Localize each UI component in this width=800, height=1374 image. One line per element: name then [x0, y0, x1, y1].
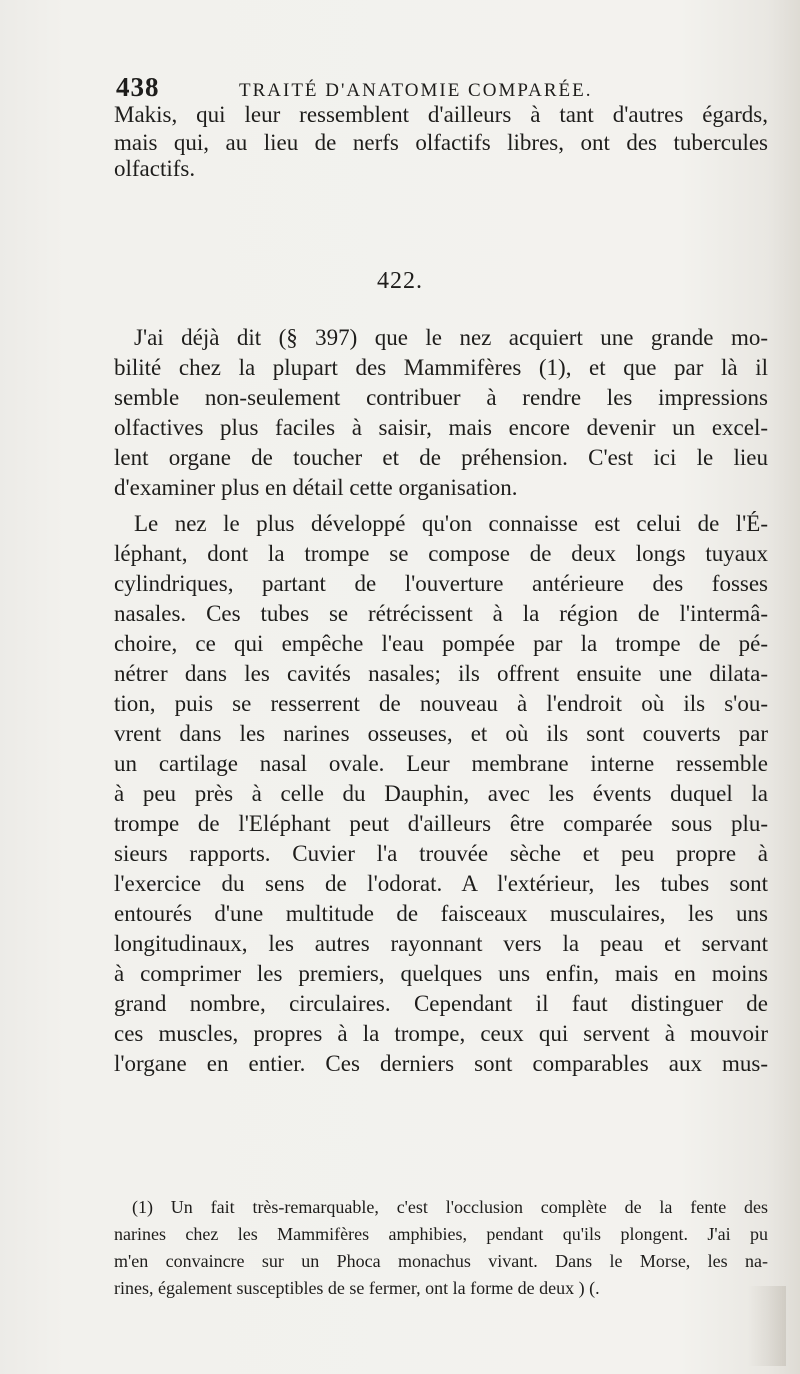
paragraph-2-line-11: trompe de l'Eléphant peut d'ailleurs être comparée sous plu- [114, 811, 768, 836]
footnote-line-3: m'en convaincre sur un Phoca monachus vivant. Dans le Morse, les na- [114, 1251, 768, 1271]
paragraph-2-line-15: longitudinaux, les autres rayonnant vers la peau et servant [114, 931, 768, 956]
paragraph-1-line-3: semble non-seulement contribuer à rendre les impressions [114, 385, 768, 410]
footnote-line-1: (1) Un fait très-remarquable, c'est l'occlusion complète de la fente des [132, 1197, 768, 1217]
paragraph-2-line-19: l'organe en entier. Ces derniers sont comparables aux mus- [114, 1051, 768, 1076]
paragraph-2-line-1: Le nez le plus développé qu'on connaisse est celui de l'É- [134, 511, 768, 536]
paragraph-1-line-5: lent organe de toucher et de préhension. C'est ici le lieu [114, 445, 768, 470]
paragraph-2-line-9: un cartilage nasal ovale. Leur membrane interne ressemble [114, 751, 768, 776]
paragraph-2-line-8: vrent dans les narines osseuses, et où ils sont couverts par [114, 721, 768, 746]
paragraph-2-line-5: choire, ce qui empêche l'eau pompée par la trompe de pé- [114, 631, 768, 656]
page-edge-shadow [748, 1286, 786, 1366]
paragraph-2-line-4: nasales. Ces tubes se rétrécissent à la région de l'intermâ- [114, 601, 768, 626]
text-line-1: Makis, qui leur ressemblent d'ailleurs à tant d'autres égards, [114, 102, 768, 127]
section-number: 422. [377, 268, 423, 294]
paragraph-2-line-7: tion, puis se resserrent de nouveau à l'endroit où ils s'ou- [114, 691, 768, 716]
paragraph-2-line-17: grand nombre, circulaires. Cependant il faut distinguer de [114, 991, 768, 1016]
text-line-3: olfactifs. [114, 156, 196, 181]
footnote-line-4: rines, également susceptibles de se fermer, ont la forme de deux ) (. [114, 1278, 600, 1298]
paragraph-2-line-3: cylindriques, partant de l'ouverture antérieure des fosses [114, 571, 768, 596]
paragraph-2-line-2: léphant, dont la trompe se compose de deux longs tuyaux [114, 541, 768, 566]
paragraph-2-line-12: sieurs rapports. Cuvier l'a trouvée sèche et peu propre à [114, 841, 768, 866]
paragraph-1-line-6: d'examiner plus en détail cette organisation. [114, 475, 518, 500]
text-line-2: mais qui, au lieu de nerfs olfactifs libres, ont des tubercules [114, 130, 768, 155]
paragraph-2-line-6: nétrer dans les cavités nasales; ils offrent ensuite une dilata- [114, 661, 768, 686]
running-title: TRAITÉ D'ANATOMIE COMPARÉE. [239, 80, 593, 101]
paragraph-1-line-1: J'ai déjà dit (§ 397) que le nez acquiert une grande mo- [134, 325, 768, 350]
paragraph-2-line-18: ces muscles, propres à la trompe, ceux qui servent à mouvoir [114, 1021, 768, 1046]
paragraph-2-line-10: à peu près à celle du Dauphin, avec les évents duquel la [114, 781, 768, 806]
paragraph-1-line-4: olfactives plus faciles à saisir, mais encore devenir un excel- [114, 415, 768, 440]
paragraph-2-line-13: l'exercice du sens de l'odorat. A l'extérieur, les tubes sont [114, 871, 768, 896]
paragraph-1-line-2: bilité chez la plupart des Mammifères (1), et que par là il [114, 355, 768, 380]
paragraph-2-line-14: entourés d'une multitude de faisceaux musculaires, les uns [114, 901, 768, 926]
paragraph-2-line-16: à comprimer les premiers, quelques uns enfin, mais en moins [114, 961, 768, 986]
page-number: 438 [116, 72, 160, 102]
footnote-line-2: narines chez les Mammifères amphibies, pendant qu'ils plongent. J'ai pu [114, 1224, 768, 1244]
